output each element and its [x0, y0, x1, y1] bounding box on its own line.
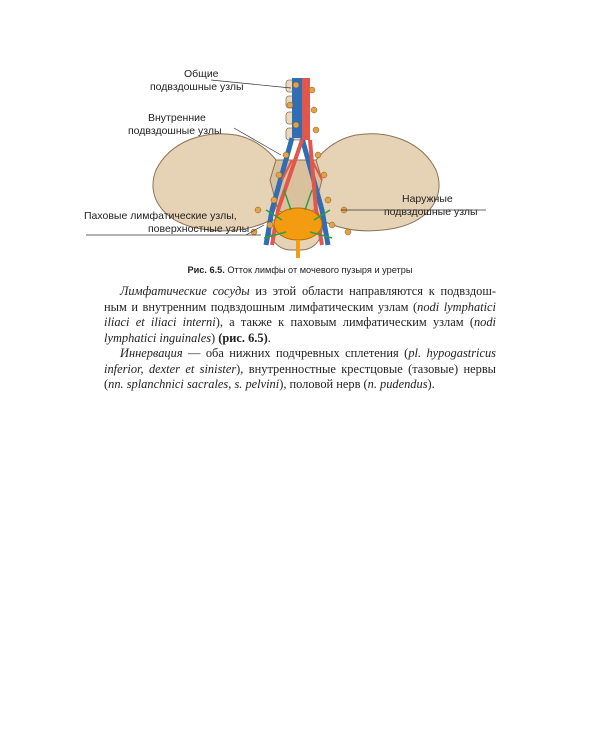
figure-caption [0, 265, 600, 275]
p2-latin-3: n. pudendus [367, 377, 428, 391]
label-external-line2: подвздошные узлы [384, 206, 478, 218]
paragraph-lymph [104, 284, 496, 346]
figure-reference: (рис. 6.5) [218, 330, 268, 345]
label-internal-line2: подвздошные узлы [128, 125, 222, 137]
caption-text: Отток лимфы от мочевого пузыря и уретры [227, 265, 413, 275]
p2-text-2: ), внутренностные крестцовые (тазовые) нервы ( [104, 361, 496, 391]
p1-text-4: . [267, 330, 271, 345]
label-common-line1: Общие [184, 68, 219, 80]
p2-text-1: — оба нижних подчревных сплетения ( [182, 346, 409, 360]
label-external-line1: Наружные [402, 193, 453, 205]
p2-latin-2: nn. splanchnici sacrales, s. pelvini [108, 377, 280, 391]
p1-text-2: ), а также к паховым лимфатическим узлам ( [215, 315, 474, 329]
p1-text-3: ) [211, 330, 219, 345]
p2-text-3: ), половой нерв ( [279, 377, 368, 391]
p1-latin-1: nodi lymphatici iliaci et iliaci interni [104, 299, 496, 329]
p2-latin-1: pl. hypogastricus inferior, dexter et sinister [104, 346, 496, 376]
p1-text-1: из этой области направляются к подвздош-ным и внутренним подвздошным лимфатическим узлам ( [104, 284, 496, 314]
label-inguinal-line2: поверхностные узлы [148, 223, 250, 235]
label-inguinal-line1: Паховые лимфатические узлы, [84, 210, 237, 222]
body-text [104, 284, 496, 393]
paragraph-innervation [104, 346, 496, 393]
label-common-line2: подвздошные узлы [150, 81, 244, 93]
p1-latin-2: nodi lymphatici inguinales [104, 315, 496, 345]
p2-text-4: ). [427, 377, 435, 391]
term-lymph-vessels: Лимфатические сосуды [120, 284, 250, 298]
caption-label: Рис. 6.5. [187, 265, 225, 275]
term-innervation: Иннервация [120, 346, 183, 360]
label-internal-line1: Внутренние [148, 112, 206, 124]
